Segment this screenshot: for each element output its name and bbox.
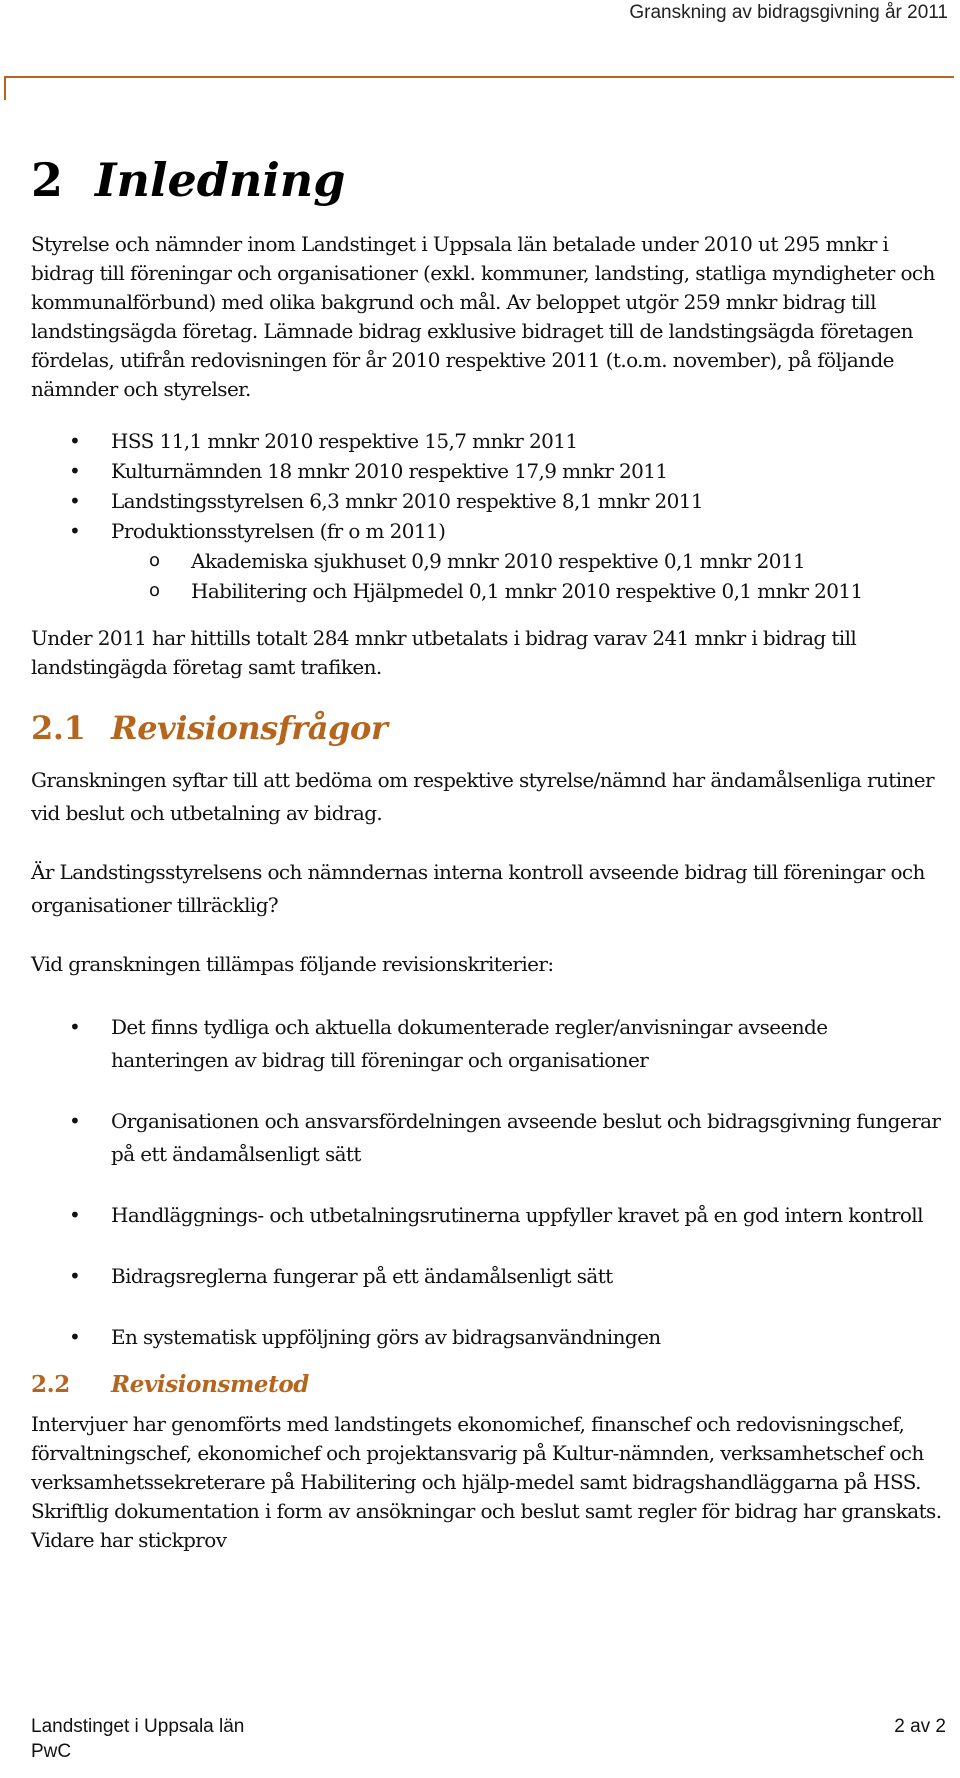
footer-company: PwC xyxy=(31,1741,72,1762)
section-number: 2.2 xyxy=(31,1371,70,1398)
purpose-paragraph: Granskningen syftar till att bedöma om respektive styrelse/nämnd har ändamålsenliga rutiner vid beslut och utbetalning av bidrag. xyxy=(31,768,934,825)
list-item: • En systematisk uppföljning görs av bidragsanvändningen xyxy=(31,1321,946,1354)
list-item: • Handläggnings- och utbetalningsrutinerna uppfyller kravet på en god intern kontroll xyxy=(31,1199,946,1232)
section-heading-2-1 xyxy=(31,708,946,748)
section-number: 2.1 xyxy=(31,709,86,747)
list-item: • HSS 11,1 mnkr 2010 respektive 15,7 mnkr 2011 xyxy=(31,426,946,456)
page-number: 2 av 2 xyxy=(894,1716,946,1737)
page-footer xyxy=(31,1714,946,1764)
header-rule xyxy=(4,76,954,78)
section-title: Revisionsmetod xyxy=(111,1371,309,1398)
page-content xyxy=(31,150,946,1555)
intro-paragraph: Styrelse och nämnder inom Landstinget i Uppsala län betalade under 2010 ut 295 mnkr i bidrag till föreningar och organisationer (exkl. kommuner, landsting, statliga myndigheter och kommunalförbund) med olika bakgrund och mål. Av beloppet utgör 259 mnkr bidrag till landstingsägda företag. Lämnade bidrag exklusive bidraget till de landstingsägda företagen fördelas, utifrån redovisningen för år 2010 respektive 2011 (t.o.m. november), på följande nämnder och styrelser. xyxy=(31,232,935,401)
section-heading-2-2 xyxy=(31,1370,946,1400)
criteria-list xyxy=(31,1011,946,1354)
board-sublist xyxy=(111,546,946,606)
list-item-text: Produktionsstyrelsen (fr o m 2011) xyxy=(111,519,446,543)
chapter-title: Inledning xyxy=(95,153,346,207)
chapter-heading xyxy=(31,150,946,210)
list-item: • Det finns tydliga och aktuella dokumenterade regler/anvisningar avseende hanteringen av bidrag till föreningar och organisationer xyxy=(31,1011,946,1077)
list-item: • Landstingsstyrelsen 6,3 mnkr 2010 respektive 8,1 mnkr 2011 xyxy=(31,486,946,516)
board-list xyxy=(31,426,946,606)
list-item: • Organisationen och ansvarsfördelningen avseende beslut och bidragsgivning fungerar på ett ändamålsenligt sätt xyxy=(31,1105,946,1171)
chapter-number: 2 xyxy=(31,153,64,207)
criteria-intro: Vid granskningen tillämpas följande revisionskriterier: xyxy=(31,952,554,976)
list-item xyxy=(31,516,946,606)
list-item: • Kulturnämnden 18 mnkr 2010 respektive 17,9 mnkr 2011 xyxy=(31,456,946,486)
sublist-item: o Akademiska sjukhuset 0,9 mnkr 2010 respektive 0,1 mnkr 2011 xyxy=(111,546,946,576)
header-rule-tick xyxy=(4,76,6,100)
method-paragraph: Intervjuer har genomförts med landstingets ekonomichef, finanschef och redovisningschef, förvaltningschef, ekonomichef och projektansvarig på Kultur-nämnden, verksamhetschef och verksamhetssekreterare på Habilitering och hjälp-medel samt bidragshandläggarna på HSS. Skriftlig dokumentation i form av ansökningar och beslut samt regler för bidrag har granskats. Vidare har stickprov xyxy=(31,1412,942,1552)
question-paragraph: Är Landstingsstyrelsens och nämndernas interna kontroll avseende bidrag till föreningar och organisationer tillräcklig? xyxy=(31,860,925,917)
running-header-title: Granskning av bidragsgivning år 2011 xyxy=(629,2,948,23)
footer-org: Landstinget i Uppsala län xyxy=(31,1716,245,1737)
summary-paragraph: Under 2011 har hittills totalt 284 mnkr utbetalats i bidrag varav 241 mnkr i bidrag till landstingägda företag samt trafiken. xyxy=(31,626,857,679)
sublist-item: o Habilitering och Hjälpmedel 0,1 mnkr 2010 respektive 0,1 mnkr 2011 xyxy=(111,576,946,606)
list-item: • Bidragsreglerna fungerar på ett ändamålsenligt sätt xyxy=(31,1260,946,1293)
section-title: Revisionsfrågor xyxy=(111,709,388,747)
